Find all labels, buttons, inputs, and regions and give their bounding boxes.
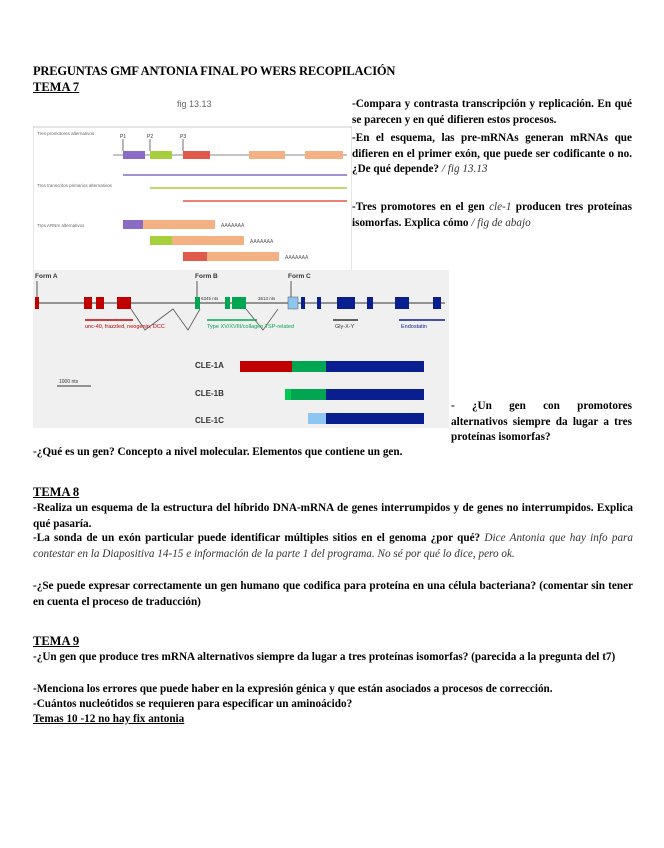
isoform-label-1c: CLE-1C — [195, 416, 224, 425]
tema7-q2-figref: / fig 13.13 — [441, 163, 488, 175]
label-form-c: Form C — [288, 273, 311, 280]
tema7-q3-text-b: producen tres proteínas isomorfas. Explica cómo — [352, 201, 632, 229]
polya-tail-1: AAAAAAA — [221, 223, 245, 229]
tema7-q2-text: -En el esquema, las pre-mRNAs generan mRNAs que difieren en el primer exón, que puede ser codificante o no. ¿De qué depende? — [352, 132, 632, 175]
tema8-q3: -¿Se puede expresar correctamente un gen humano que codifica para proteína en una célula bacteriana? (comentar sin tener en cuenta el proceso de traducción) — [33, 580, 633, 608]
tema7-q5: -¿Qué es un gen? Concepto a nivel molecular. Elementos que contiene un gen. — [33, 446, 403, 458]
heading-tema-8: TEMA 8 — [33, 485, 80, 499]
tema9-q3: -Cuántos nucleótidos se requieren para especificar un aminoácido? — [33, 698, 353, 710]
heading-tema-9: TEMA 9 — [33, 634, 80, 648]
tema9-q1: -¿Un gen que produce tres mRNA alternativos siempre da lugar a tres proteínas isomorfas? (parecida a la pregunta del t7) — [33, 651, 616, 663]
tema7-q3-gene: cle-1 — [489, 201, 512, 213]
row-label-mrna: Tres ARNm alternativos — [37, 223, 85, 228]
figure-13-13 — [33, 95, 352, 271]
domain-label-1: unc-40, frazzled, neogenin, DCC — [85, 324, 165, 330]
tema8-q2 — [33, 531, 633, 562]
promoter-p3: P3 — [180, 134, 187, 140]
tema7-q1: -Compara y contrasta transcripción y replicación. En qué se parecen y en qué difieren estos procesos. — [352, 98, 632, 126]
isoform-label-1b: CLE-1B — [195, 389, 224, 398]
domain-label-2: Type XV/XVIII/collagen TSP-related — [207, 324, 295, 330]
figure-caption: fig 13.13 — [177, 99, 212, 109]
tema8-q1: -Realiza un esquema de la estructura del híbrido DNA-mRNA de genes interrumpidos y de genes no interrumpidos. Explica qué pasaría. — [33, 502, 633, 530]
label-form-a: Form A — [35, 273, 58, 280]
tema7-q2 — [352, 131, 632, 178]
tema8-q2-text: -La sonda de un exón particular puede identificar múltiples sitios en el genoma ¿por qué? — [33, 532, 481, 544]
row-label-primary: Tres transcritos primarios alternativos — [37, 183, 112, 188]
polya-tail-2: AAAAAAA — [250, 239, 274, 245]
domain-label-4: Endostatin — [401, 324, 427, 330]
heading-tema-7: TEMA 7 — [33, 80, 80, 94]
promoter-p1: P1 — [120, 134, 127, 140]
isoform-label-1a: CLE-1A — [195, 361, 224, 370]
tema9-footer: Temas 10 -12 no hay fix antonia — [33, 713, 185, 725]
tema8-q2-note: Dice Antonia que hay info para contestar en la Diapositiva 14-15 e información de la parte 1 del programa. No sé por qué lo dice, pero ok. — [33, 532, 633, 560]
row-label-promoters: Tres promotores alternativos — [37, 131, 95, 136]
tema7-q3-text-a: -Tres promotores en el gen — [352, 201, 485, 213]
page-title: PREGUNTAS GMF ANTONIA FINAL PO WERS RECOPILACIÓN — [33, 64, 396, 78]
figure-cle-1-gene — [33, 270, 449, 428]
label-form-b: Form B — [195, 273, 218, 280]
promoter-p2: P2 — [147, 134, 154, 140]
tema7-q3 — [352, 200, 632, 231]
polya-tail-3: AAAAAAA — [285, 255, 309, 261]
tema7-q3-figref: / fig de abajo — [471, 216, 531, 229]
label-length-2: 3613 nts — [258, 296, 276, 301]
tema7-q4-part: - ¿Un gen con promotores alternativos siempre da lugar a tres proteínas isomorfas? — [451, 400, 632, 443]
scale-label: 1000 nts — [59, 379, 79, 385]
label-length-1: 6345 nts — [201, 296, 219, 301]
domain-label-3: Gly-X-Y — [335, 324, 355, 330]
tema9-q2: -Menciona los errores que puede haber en la expresión génica y que están asociados a procesos de corrección. — [33, 683, 553, 695]
